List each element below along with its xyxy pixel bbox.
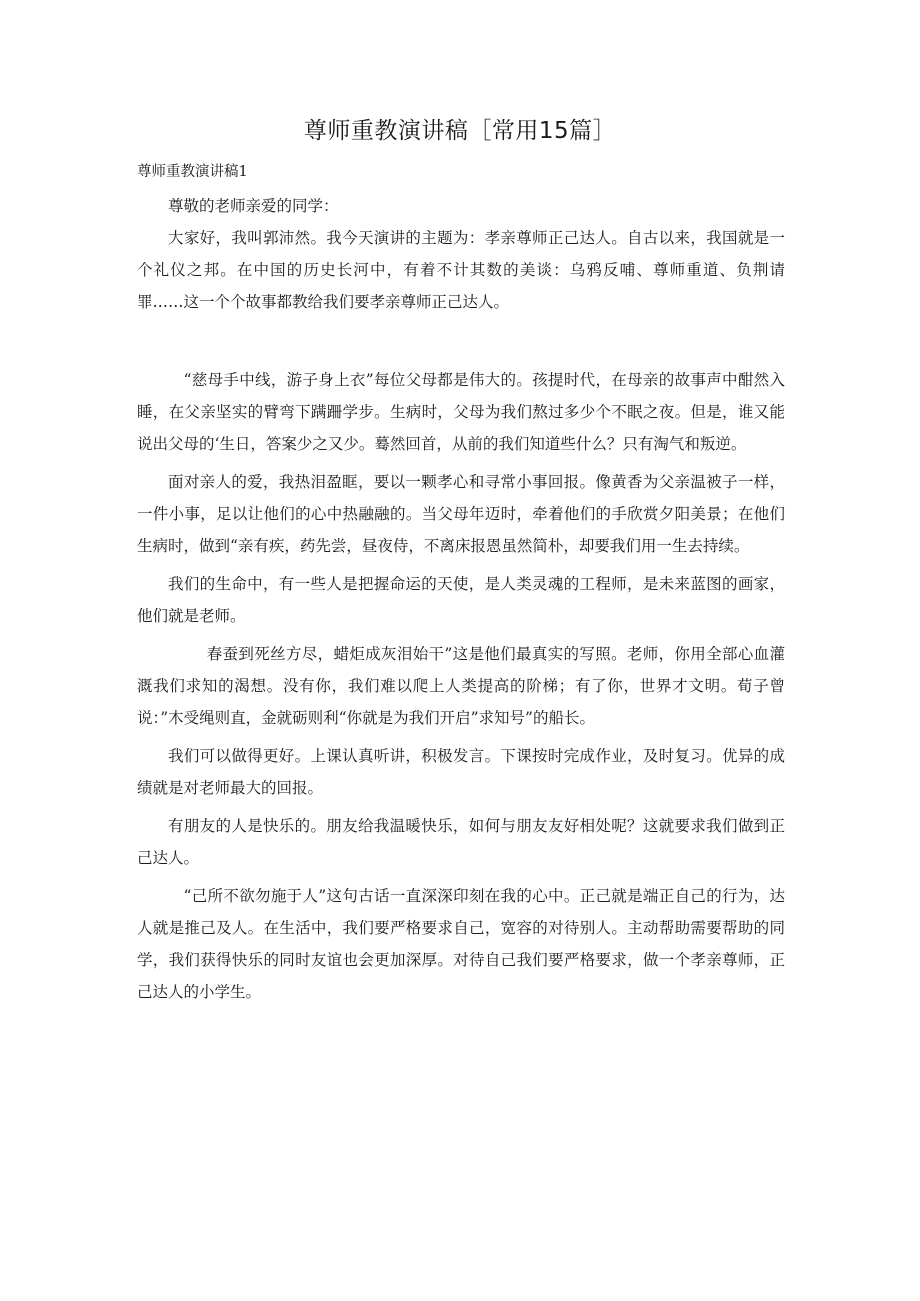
section-heading: 尊师重教演讲稿1 [137,164,248,180]
paragraph-conclusion: “己所不欲勿施于人”这句古话一直深深印刻在我的心中。正己就是端正自己的行为，达人就是推己及人。在生活中，我们要严格要求自己，宽容的对待别人。主动帮助需要帮助的同学，我们获得快乐的同时友谊也会更加深厚。对待自己我们要严格要求，做一个孝亲尊师，正己达人的小学生。 [137,887,785,1001]
paragraph-friends: 有朋友的人是快乐的。朋友给我温暖快乐，如何与朋友友好相处呢？这就要求我们做到正己达人。 [137,817,785,867]
paragraph-parents: “慈母手中线，游子身上衣”每位父母都是伟大的。孩提时代，在母亲的故事声中酣然入睡，在父亲坚实的臂弯下蹒跚学步。生病时，父母为我们熬过多少个不眠之夜。但是，谁又能说出父母的‘生日，答案少之又少。蓦然回首，从前的我们知道些什么？只有淘气和叛逆。 [137,371,785,453]
paragraph-do-better: 我们可以做得更好。上课认真听讲，积极发言。下课按时完成作业，及时复习。优异的成绩就是对老师最大的回报。 [137,747,785,797]
document-title: 尊师重教演讲稿［常用15篇］ [303,118,617,144]
paragraph-teachers: 我们的生命中，有一些人是把握命运的天使，是人类灵魂的工程师，是未来蓝图的画家，他们就是老师。 [137,575,785,625]
paragraph-gap [137,324,785,364]
paragraph-introduction: 大家好，我叫郭沛然。我今天演讲的主题为：孝亲尊师正己达人。自古以来，我国就是一个礼仪之邦。在中国的历史长河中，有着不计其数的美谈：乌鸦反哺、尊师重道、负荆请罪……这一个个故事都教给我们要孝亲尊师正己达人。 [137,229,785,311]
greeting-line: 尊敬的老师亲爱的同学： [168,197,339,215]
paragraph-repay-love: 面对亲人的爱，我热泪盈眶，要以一颗孝心和寻常小事回报。像黄香为父亲温被子一样，一件小事，足以让他们的心中热融融的。当父母年迈时，牵着他们的手欣赏夕阳美景；在他们生病时，做到“亲有疾，药先尝，昼夜侍，不离床报恩虽然简朴，却要我们用一生去持续。 [137,473,785,555]
speech-body [137,190,785,1014]
paragraph-silkworm-quote: 春蚕到死丝方尽，蜡炬成灰泪始干”这是他们最真实的写照。老师，你用全部心血灌溉我们求知的渴想。没有你，我们难以爬上人类提高的阶梯；有了你，世界才文明。荀子曾说：”木受绳则直，金就砺则利“你就是为我们开启”求知号”的船长。 [137,645,785,727]
